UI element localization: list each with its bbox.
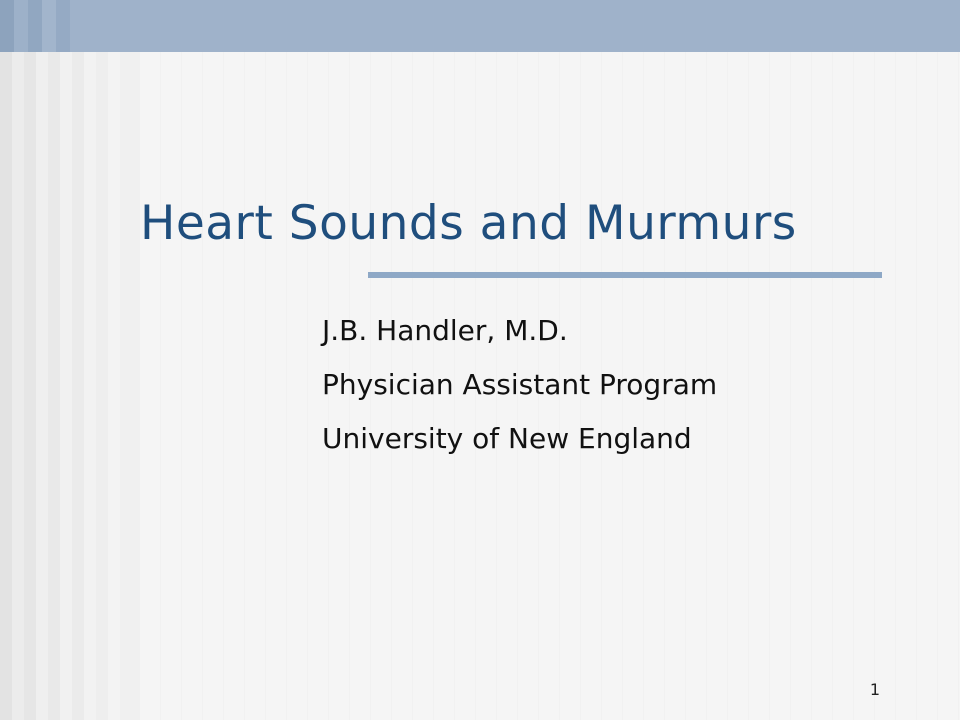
- institution-line: University of New England: [322, 422, 692, 455]
- program-line: Physician Assistant Program: [322, 368, 718, 401]
- stripe-background: [0, 0, 140, 720]
- author-line: J.B. Handler, M.D.: [322, 314, 568, 347]
- top-banner: [0, 0, 960, 52]
- title-underline-rule: [368, 272, 882, 278]
- slide-title: Heart Sounds and Murmurs: [140, 196, 797, 251]
- subtitle-block: [322, 304, 717, 466]
- page-number: 1: [869, 680, 880, 699]
